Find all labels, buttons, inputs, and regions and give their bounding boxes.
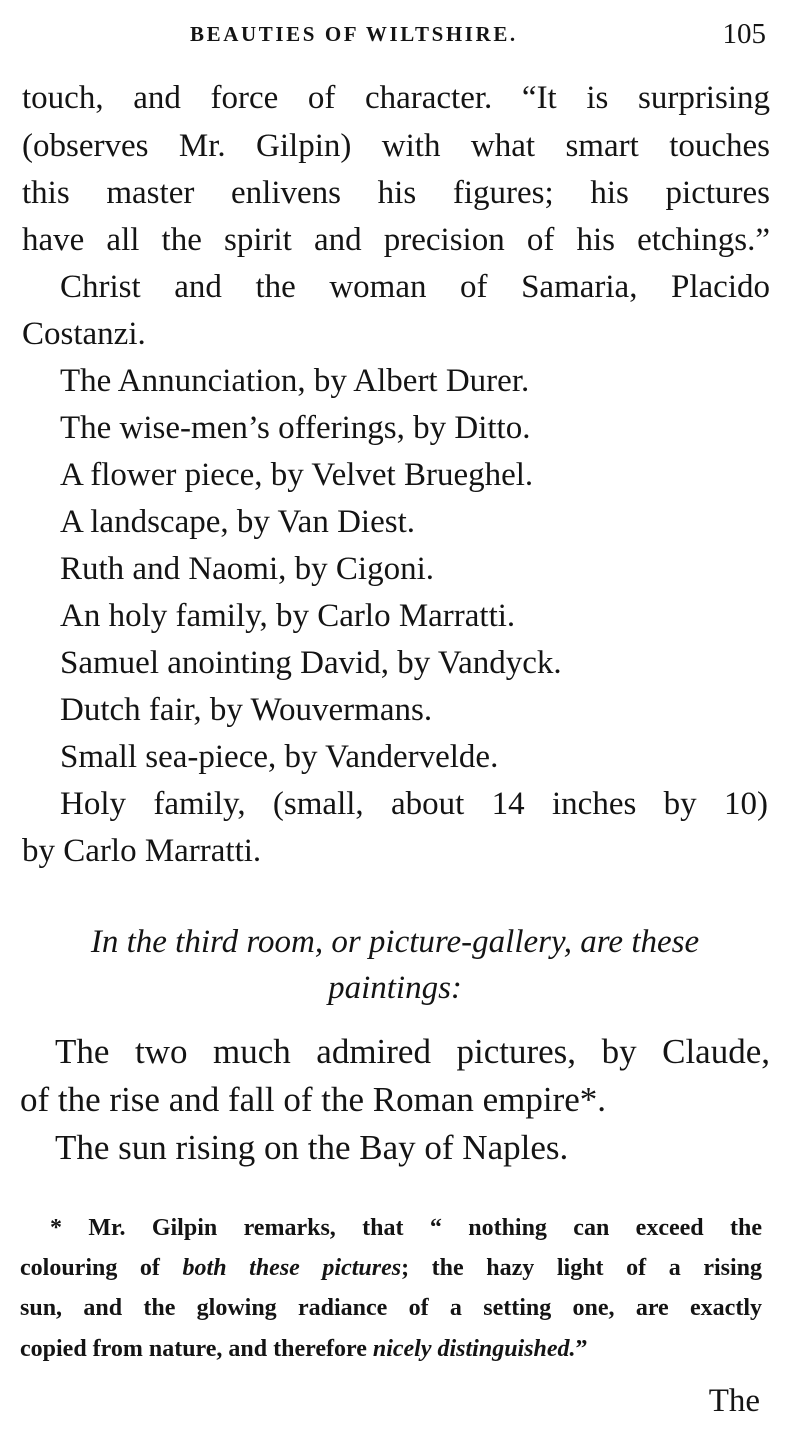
- gallery-item: of the rise and fall of the Roman empire*.: [20, 1080, 607, 1119]
- body-line: have all the spirit and precision of his etchings.”: [22, 222, 770, 258]
- list-item: Holy family, (small, about 14 inches by 10): [60, 786, 768, 822]
- footnote-line: copied from nature, and therefore nicely distinguished.”: [20, 1336, 588, 1362]
- list-item: The Annunciation, by Albert Durer.: [60, 363, 530, 399]
- body-line: touch, and force of character. “It is surprising: [22, 80, 770, 116]
- body-line: Christ and the woman of Samaria, Placido: [60, 269, 770, 305]
- list-item: by Carlo Marratti.: [22, 833, 262, 869]
- catchword: The: [708, 1383, 760, 1419]
- footnote-line: colouring of both these pictures; the hazy light of a rising: [20, 1255, 763, 1281]
- running-title: BEAUTIES OF WILTSHIRE.: [190, 22, 518, 46]
- footnote-line: * Mr. Gilpin remarks, that “ nothing can exceed the: [50, 1215, 762, 1241]
- list-item: A flower piece, by Velvet Brueghel.: [60, 457, 534, 493]
- list-item: An holy family, by Carlo Marratti.: [60, 598, 516, 634]
- page-number: 105: [722, 18, 766, 50]
- list-item: Dutch fair, by Wouvermans.: [60, 692, 433, 728]
- list-item: A landscape, by Van Diest.: [60, 504, 415, 540]
- section-heading-line: paintings:: [328, 970, 462, 1006]
- list-item: The wise-men’s offerings, by Ditto.: [60, 410, 531, 446]
- list-item: Ruth and Naomi, by Cigoni.: [60, 551, 434, 587]
- list-item: Small sea-piece, by Vandervelde.: [60, 739, 499, 775]
- body-line: this master enlivens his figures; his pictures: [22, 175, 770, 211]
- footnote-line: sun, and the glowing radiance of a setting one, are exactly: [20, 1295, 762, 1321]
- page-header: [0, 18, 800, 58]
- section-heading-line: In the third room, or picture-gallery, are these: [90, 924, 700, 960]
- body-line: (observes Mr. Gilpin) with what smart touches: [22, 128, 770, 164]
- gallery-item: The two much admired pictures, by Claude,: [55, 1032, 770, 1071]
- body-line: Costanzi.: [22, 316, 146, 352]
- list-item: Samuel anointing David, by Vandyck.: [60, 645, 562, 681]
- gallery-item: The sun rising on the Bay of Naples.: [55, 1128, 569, 1167]
